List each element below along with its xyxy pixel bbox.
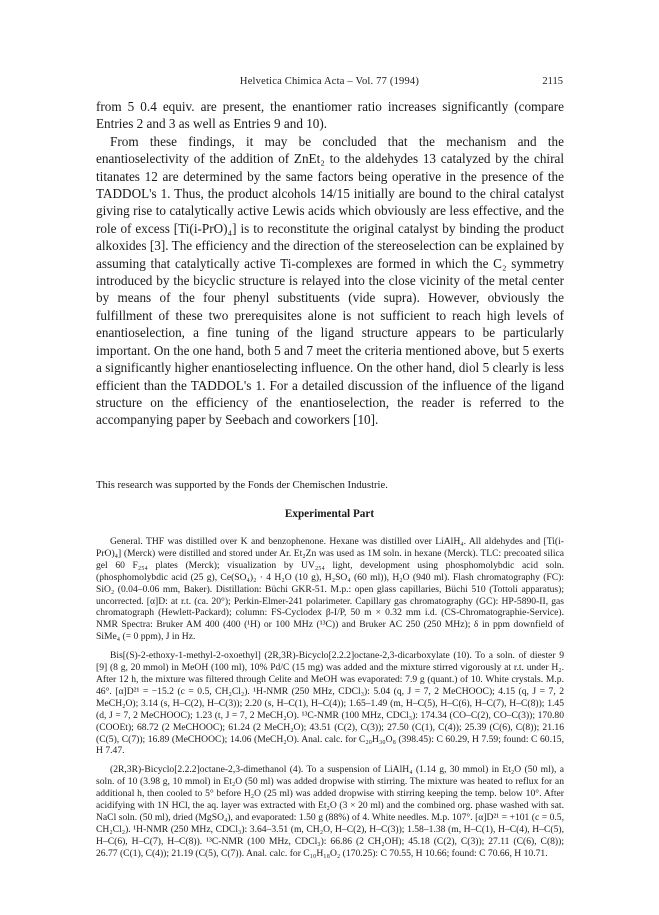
experimental-compound-10: Bis[(S)-2-ethoxy-1-methyl-2-oxoethyl] (2R,3R)-Bicyclo[2.2.2]octane-2,3-dicarboxylate (10). To a soln. of diester 9 [9] (8 g, 20 mmol) in MeOH (100 ml), 10% Pd/C (15 mg) was added and the mixture stirred vigorously at r.t. under H₂. After 12 h, the mixture was filtered through Celite and MeOH was evaporated: 7.9 g (quant.) of 10. White crystals. M.p. 46°. [α]D²¹ = −15.2 (c = 0.5, CH₂Cl₂). ¹H-NMR (250 MHz, CDCl₃): 5.04 (q, J = 7, 2 MeCHOOC); 4.15 (q, J = 7, 2 MeCH₂O); 3.14 (s, H–C(2), H–C(3)); 2.20 (s, H–C(1), H–C(4)); 1.65–1.49 (m, H–C(5), H–C(6), H–C(7), H–C(8)); 1.45 (d, J = 7, 2 MeCHOOC); 1.23 (t, J = 7, 2 MeCH₂O). ¹³C-NMR (100 MHz, CDCl₃): 174.34 (CO–C(2), CO–C(3)); 170.80 (COOEt); 68.72 (2 MeCHOOC); 61.24 (2 MeCH₂O); 43.51 (C(2), C(3)); 27.50 (C(1), C(4)); 25.39 (C(6), C(8)); 21.16 (C(5), C(7)); 16.89 (MeCHOOC); 14.06 (MeCH₂O). Anal. calc. for C₂₀H₃₀O₈ (398.45): C 60.29, H 7.59; found: C 60.15, H 7.47.	[96, 650, 564, 757]
experimental-compound-4: (2R,3R)-Bicyclo[2.2.2]octane-2,3-dimethanol (4). To a suspension of LiAlH₄ (1.14 g, 30 mmol) in Et₂O (50 ml), a soln. of 10 (3.98 g, 10 mmol) in Et₂O (50 ml) was added dropwise with stirring. The mixture was heated to reflux for an additional h, then cooled to 5° before H₂O (25 ml) was added dropwise with stirring keeping the temp. below 10°. After acidifying with 1N HCl, the aq. layer was extracted with Et₂O (3 × 20 ml) and the combined org. phase washed with sat. NaCl soln. (50 ml), dried (MgSO₄), and evaporated: 1.50 g (88%) of 4. White needles. M.p. 107°. [α]D²¹ = +101 (c = 0.5, CH₂Cl₂). ¹H-NMR (250 MHz, CDCl₃): 3.64–3.51 (m, CH₂O, H–C(2), H–C(3)); 1.58–1.38 (m, H–C(1), H–C(4), H–C(5), H–C(6), H–C(7), H–C(8)). ¹³C-NMR (100 MHz, CDCl₃): 66.86 (2 CH₂OH); 45.18 (C(2), C(3)); 27.11 (C(6), C(8)); 26.77 (C(1), C(4)); 21.19 (C(5), C(7)). Anal. calc. for C₁₀H₁₈O₂ (170.25): C 70.55, H 10.66; found: C 70.66, H 10.71.	[96, 764, 564, 859]
page-number: 2115	[542, 76, 563, 87]
acknowledgement: This research was supported by the Fonds der Chemischen Industrie.	[96, 480, 388, 491]
running-title: Helvetica Chimica Acta – Vol. 77 (1994)	[239, 76, 420, 87]
experimental-heading: Experimental Part	[284, 508, 375, 520]
experimental-general: General. THF was distilled over K and benzophenone. Hexane was distilled over LiAlH₄. All aldehydes and [Ti(i-PrO)₄] (Merck) were distilled and stored under Ar. Et₂Zn was used as 1M soln. in hexane (Merck). TLC: precoated silica gel 60 F₂₅₄ plates (Merck); visualization by UV₂₅₄ light, development using phosphomolybdic acid soln. (phosphomolybdic acid (25 g), Ce(SO₄)₂ · 4 H₂O (10 g), H₂SO₄ (60 ml)), H₂O (940 ml). Flash chromatography (FC): SiO₂ (0.04–0.06 mm, Baker). Distillation: Büchi GKR-51. M.p.: open glass capillaries, Büchi 510 (Tottoli apparatus); uncorrected. [α]D: at r.t. (ca. 20°); Perkin-Elmer-241 polarimeter. Capillary gas chromatography (GC): HP-5890-II, gas chromatograph (Hewlett-Packard); column: FS-Cyclodex β-I/P, 50 m × 0.32 mm i.d. (CS-Chromatographie-Service). NMR Spectra: Bruker AM 400 (400 (¹H) or 100 MHz (¹³C)) and Bruker AC 250 (250 MHz); δ in ppm downfield of SiMe₄ (= 0 ppm), J in Hz.	[96, 536, 564, 643]
main-text	[96, 98, 564, 429]
running-header	[96, 76, 563, 90]
experimental-section	[96, 536, 564, 860]
paragraph-1: from 5 0.4 equiv. are present, the enantiomer ratio increases significantly (compare Entries 2 and 3 as well as Entries 9 and 10).	[96, 99, 564, 132]
paragraph-2: From these findings, it may be concluded that the mechanism and the enantioselectivity of the addition of ZnEt₂ to the aldehydes 13 catalyzed by the chiral titanates 12 are determined by the same factors being operative in the presence of the TADDOL's 1. Thus, the product alcohols 14/15 initially are bound to the chiral catalyst giving rise to catalytically active Lewis acids which obviously are less effective, and the role of excess [Ti(i-PrO)₄] is to reconstitute the original catalyst by binding the product alkoxides [3]. The efficiency and the direction of the stereoselection can be explained by assuming that catalytically active Ti-complexes are formed in which the C₂ symmetry introduced by the bicyclic structure is relayed into the close vicinity of the metal center by means of the four phenyl substituents (vide supra). However, obviously the fulfillment of these two prerequisites alone is not sufficient to reach high levels of enantioselection, a fine tuning of the ligand structure appears to be particularly important. On the one hand, both 5 and 7 meet the criteria mentioned above, but 5 exerts a significantly higher enantioselecting influence. On the other hand, diol 5 clearly is less efficient than the TADDOL's 1. For a detailed discussion of the influence of the ligand structure on the efficiency of the enantioselection, the reader is referred to the accompanying paper by Seebach and coworkers [10].	[96, 133, 564, 428]
